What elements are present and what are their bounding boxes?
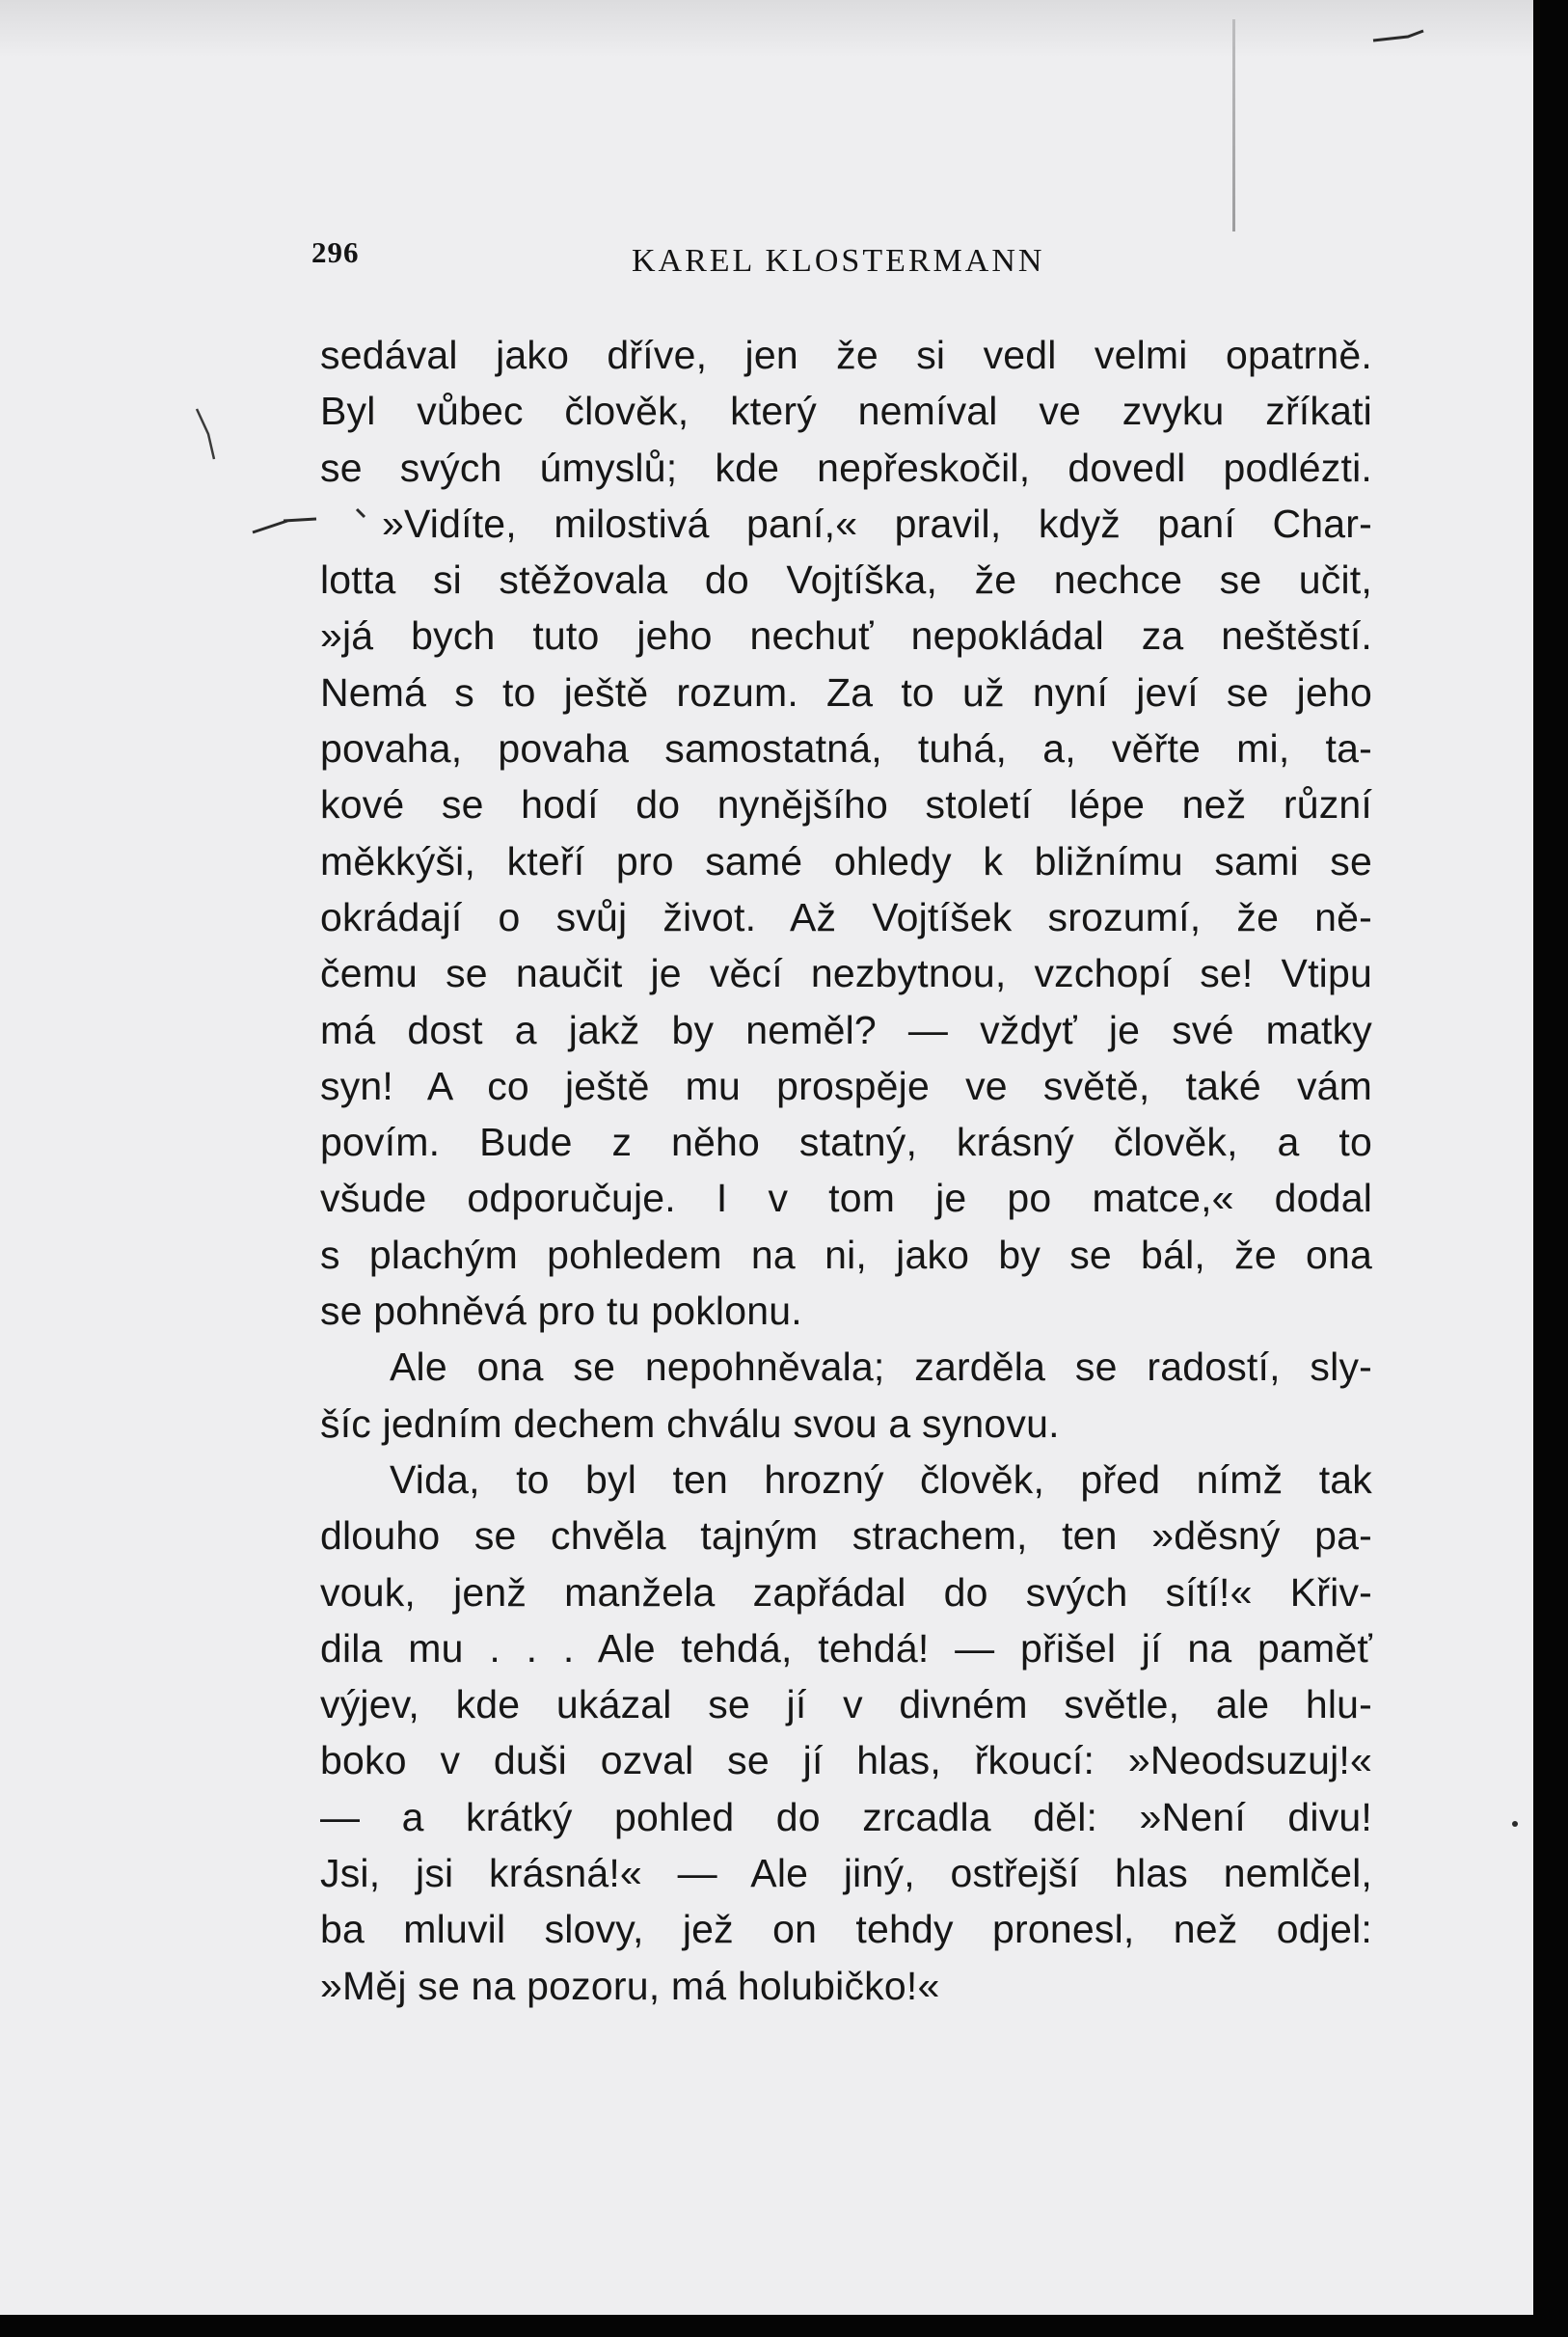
pencil-dash-icon <box>249 503 384 542</box>
text-line: ba mluvil slovy, jež on tehdy pronesl, než odjel: <box>320 1907 1372 1952</box>
text-line: povaha, povaha samostatná, tuhá, a, věřte mi, ta- <box>320 726 1372 772</box>
page-header <box>311 235 1363 293</box>
page-fold-line <box>1232 19 1235 231</box>
scan-edge-right <box>1533 0 1568 2337</box>
body-text <box>320 327 1372 2014</box>
text-line: »Měj se na pozoru, má holubičko!« <box>320 1963 940 2008</box>
text-line: sedával jako dříve, jen že si vedl velmi opatrně. <box>320 333 1372 377</box>
text-line: má dost a jakž by neměl? — vždyť je své matky <box>320 1007 1372 1052</box>
text-line: povím. Bude z něho statný, krásný člověk, a to <box>320 1120 1372 1165</box>
text-line: kové se hodí do nynějšího století lépe než různí <box>320 782 1372 828</box>
text-line: boko v duši ozval se jí hlas, řkoucí: »Neodsuzuj!« <box>320 1738 1372 1783</box>
text-line: lotta si stěžovala do Vojtíška, že nechce se učit, <box>320 557 1372 603</box>
text-line: okrádají o svůj život. Až Vojtíšek srozumí, že ně- <box>320 894 1372 939</box>
edge-speck <box>1512 1821 1518 1827</box>
text-line: se svých úmyslů; kde nepřeskočil, dovedl podlézti. <box>320 445 1372 490</box>
text-line: všude odporučuje. I v tom je po matce,« dodal <box>320 1176 1372 1221</box>
corner-mark-icon <box>1369 19 1427 48</box>
text-line: s plachým pohledem na ni, jako by se bál, že ona <box>320 1232 1372 1277</box>
text-line: »Vidíte, milostivá paní,« pravil, když paní Char- <box>382 501 1372 546</box>
text-line: dlouho se chvěla tajným strachem, ten »děsný pa- <box>320 1513 1372 1559</box>
page-number: 296 <box>311 235 360 269</box>
text-line: měkkýši, kteří pro samé ohledy k bližnímu sami se <box>320 838 1372 883</box>
pencil-mark-icon <box>189 405 228 463</box>
text-line: šíc jedním dechem chválu svou a synovu. <box>320 1400 1060 1446</box>
text-line: syn! A co ještě mu prospěje ve světě, také vám <box>320 1063 1372 1108</box>
page-top-shadow <box>0 0 1533 58</box>
text-line: Nemá s to ještě rozum. Za to už nyní jeví se jeho <box>320 669 1372 715</box>
text-line: Ale ona se nepohněvala; zarděla se radostí, sly- <box>390 1345 1372 1390</box>
text-line: Byl vůbec člověk, který nemíval ve zvyku zříkati <box>320 389 1372 434</box>
text-line: »já bych tuto jeho nechuť nepokládal za neštěstí. <box>320 613 1372 659</box>
text-line: Jsi, jsi krásná!« — Ale jiný, ostřejší hlas nemlčel, <box>320 1851 1372 1896</box>
text-line: Vida, to byl ten hrozný člověk, před nímž tak <box>390 1456 1372 1502</box>
text-line: výjev, kde ukázal se jí v divném světle, ale hlu- <box>320 1682 1372 1727</box>
text-line: — a krátký pohled do zrcadla děl: »Není divu! <box>320 1794 1372 1839</box>
scan-edge-bottom <box>0 2315 1568 2337</box>
text-line: dila mu . . . Ale tehdá, tehdá! — přišel jí na paměť <box>320 1625 1372 1671</box>
text-line: se pohněvá pro tu poklonu. <box>320 1289 802 1334</box>
text-line: vouk, jenž manžela zapřádal do svých sítí!« Křiv- <box>320 1569 1372 1615</box>
running-head: KAREL KLOSTERMANN <box>632 243 1045 279</box>
text-line: čemu se naučit je věcí nezbytnou, vzchopí se! Vtipu <box>320 951 1372 996</box>
